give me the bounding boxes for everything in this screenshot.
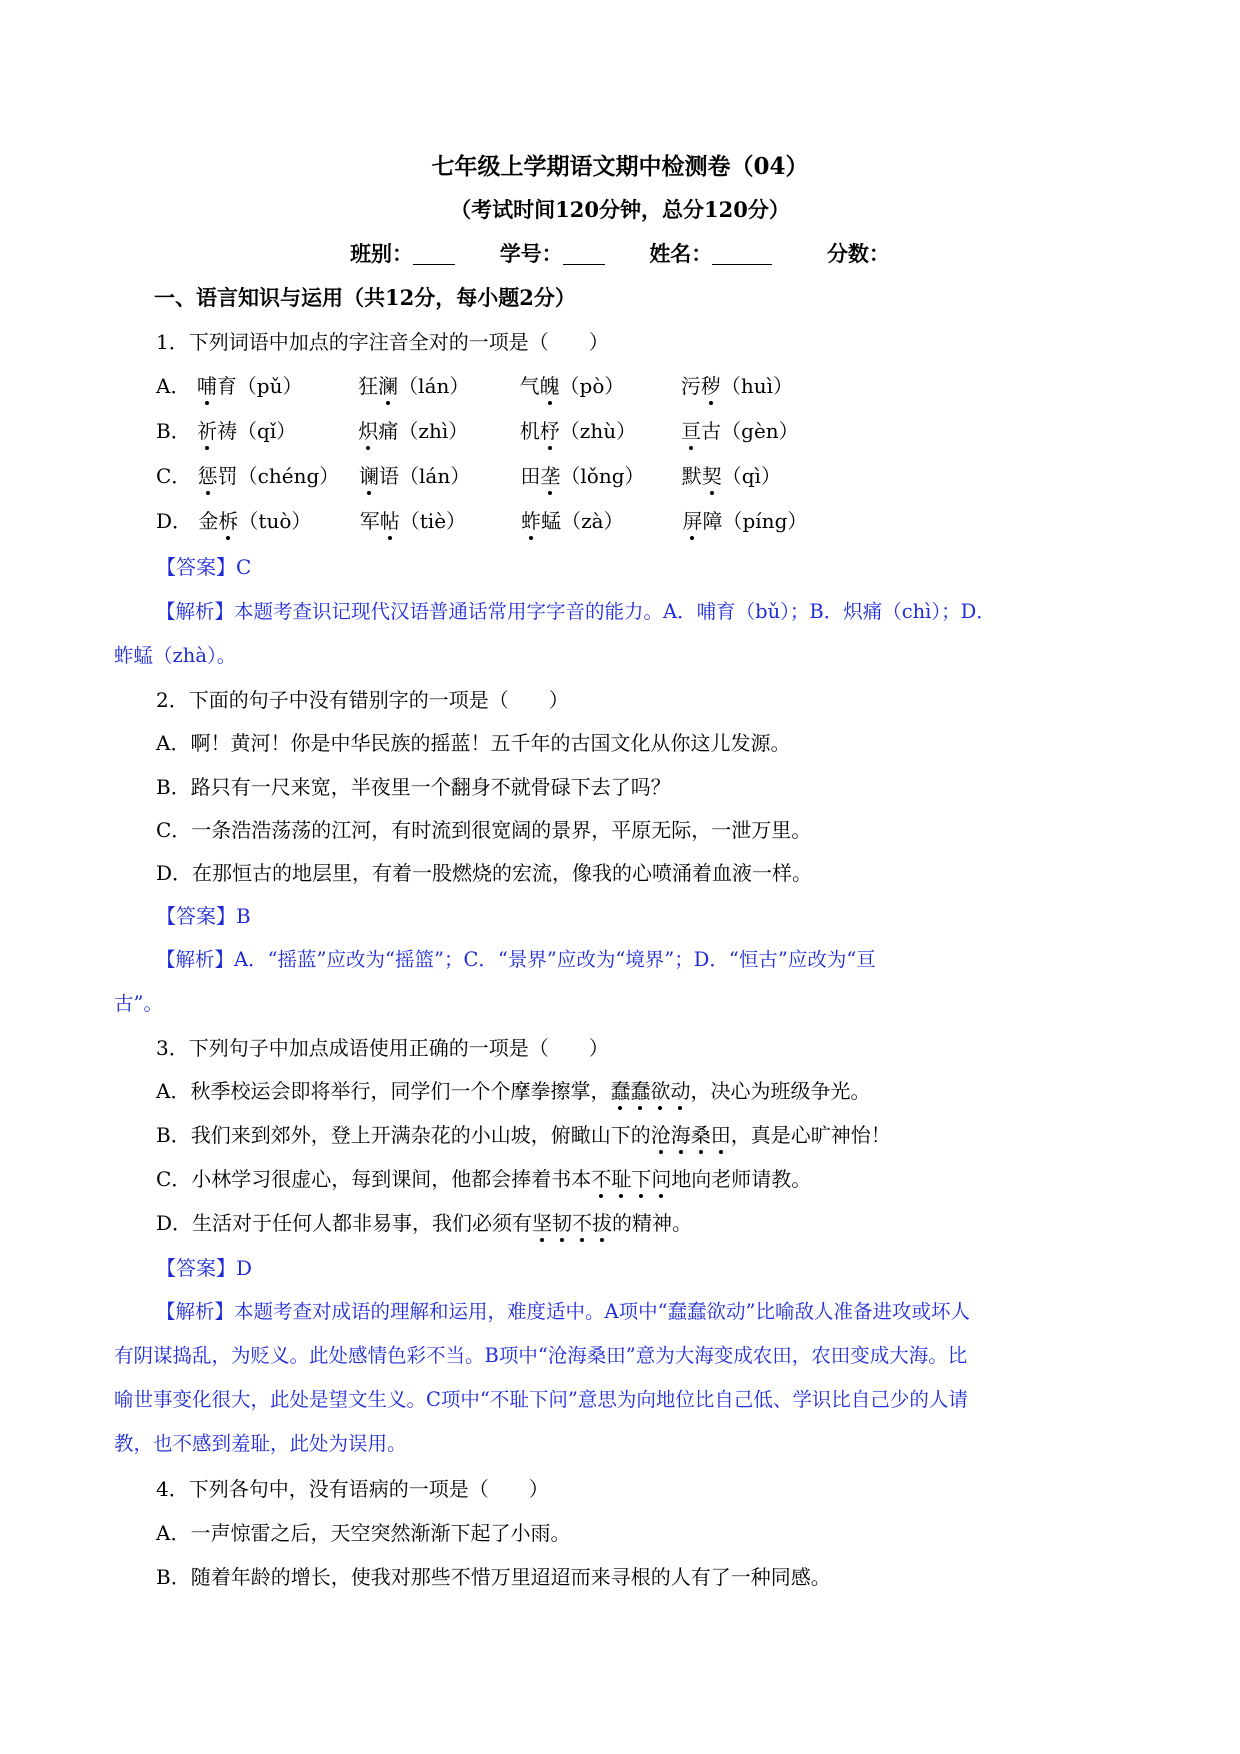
- q1-b-word-3: 机杼（zhù）: [519, 419, 637, 443]
- q1-answer: 【答案】C: [156, 555, 252, 579]
- q1-c-word-4: 默契（qì）: [681, 464, 781, 488]
- q2-answer: 【答案】B: [156, 904, 251, 928]
- q2-option-d: D．在那恒古的地层里，有着一股燃烧的宏流，像我的心喷涌着血液一样。: [156, 861, 813, 885]
- q1-c-word-2: 谰语（lán）: [359, 464, 471, 488]
- class-label: 班别：: [350, 241, 414, 266]
- q4-option-a: A．一声惊雷之后，天空突然渐渐下起了小雨。: [156, 1521, 571, 1545]
- q3-option-c: C．小林学习很虚心，每到课间，他都会捧着书本不耻下问地向老师请教。: [156, 1167, 812, 1191]
- q3-option-a: A．秋季校运会即将举行，同学们一个个摩拳擦掌，蠢蠢欲动，决心为班级争光。: [156, 1079, 871, 1103]
- question-2-stem: 2．下面的句子中没有错别字的一项是（ ）: [156, 688, 569, 712]
- id-blank: [563, 242, 605, 265]
- q1-d-word-2: 军帖（tiè）: [359, 509, 467, 533]
- q1-option-c: [156, 460, 837, 489]
- q1-a-word-2: 狂澜（lán）: [358, 374, 470, 398]
- q2-explanation-line: 【解析】A．“摇蓝”应改为“摇篮”；C．“景界”应改为“境界”；D．“恒古”应改为“亘: [156, 948, 876, 971]
- q3-option-b: B．我们来到郊外，登上开满杂花的小山坡，俯瞰山下的沧海桑田，真是心旷神怡！: [156, 1123, 891, 1147]
- q2-explanation-line: 古”。: [114, 992, 163, 1015]
- q1-explanation-line: 【解析】本题考查识记现代汉语普通话常用字字音的能力。A．哺育（bǔ）；B．炽痛（chì）；D．: [156, 600, 996, 623]
- option-label: D．: [156, 509, 193, 533]
- q1-b-word-4: 亘古（gèn）: [681, 419, 799, 443]
- name-label: 姓名：: [649, 241, 713, 266]
- q2-option-c: C．一条浩浩荡荡的江河，有时流到很宽阔的景界，平原无际，一泄万里。: [156, 818, 812, 842]
- question-3-stem: 3．下列句子中加点成语使用正确的一项是（ ）: [156, 1036, 609, 1060]
- q1-d-word-3: 蚱蜢（zà）: [521, 509, 624, 533]
- q3-explanation-line: 教，也不感到羞耻，此处为误用。: [114, 1432, 407, 1455]
- q1-option-d: [156, 505, 837, 534]
- q1-explanation-line: 蚱蜢（zhà）。: [114, 644, 237, 667]
- question-1-stem: 1．下列词语中加点的字注音全对的一项是（ ）: [156, 330, 609, 354]
- q1-c-word-3: 田垄（lǒng）: [520, 464, 645, 488]
- q3-explanation-line: 【解析】本题考查对成语的理解和运用，难度适中。A项中“蠢蠢欲动”比喻敌人准备进攻或坏人: [156, 1300, 971, 1323]
- q1-d-word-1: 金柝（tuò）: [198, 509, 312, 533]
- q3-explanation-line: 喻世事变化很大，此处是望文生义。C项中“不耻下问”意思为向地位比自己低、学识比自己少的人请: [114, 1388, 968, 1411]
- question-4-stem: 4．下列各句中，没有语病的一项是（ ）: [156, 1477, 549, 1501]
- option-label: B．: [156, 419, 191, 443]
- q1-b-word-1: 祈祷（qǐ）: [197, 419, 297, 443]
- page-title: 七年级上学期语文期中检测卷（04）: [431, 153, 809, 180]
- q1-b-word-2: 炽痛（zhì）: [358, 419, 469, 443]
- q1-option-a: [156, 370, 836, 399]
- q1-c-word-1: 惩罚（chéng）: [197, 464, 340, 488]
- q1-a-word-4: 污秽（huì）: [680, 374, 794, 398]
- id-label: 学号：: [499, 241, 563, 266]
- class-blank: [413, 242, 455, 265]
- q3-option-d: D．生活对于任何人都非易事，我们必须有坚韧不拔的精神。: [156, 1211, 693, 1235]
- q1-a-word-3: 气魄（pò）: [519, 374, 625, 398]
- student-info-row: [0, 238, 1240, 268]
- exam-subtitle: （考试时间120分钟，总分120分）: [450, 197, 790, 222]
- q3-answer: 【答案】D: [156, 1256, 253, 1280]
- q1-option-b: [156, 415, 836, 444]
- name-blank: [712, 242, 772, 265]
- q1-a-word-1: 哺育（pǔ）: [196, 374, 303, 398]
- q1-d-word-4: 屏障（píng）: [682, 509, 808, 533]
- option-label: A．: [156, 374, 191, 398]
- score-label: 分数：: [826, 241, 890, 266]
- q4-option-b: B．随着年龄的增长，使我对那些不惜万里迢迢而来寻根的人有了一种同感。: [156, 1565, 831, 1589]
- q2-option-b: B．路只有一尺来宽，半夜里一个翻身不就骨碌下去了吗？: [156, 775, 671, 799]
- section-heading: 一、语言知识与运用（共12分，每小题2分）: [154, 285, 576, 310]
- option-label: C．: [156, 464, 192, 488]
- q2-option-a: A．啊！黄河！你是中华民族的摇蓝！五千年的古国文化从你这儿发源。: [156, 731, 791, 755]
- q3-explanation-line: 有阴谋捣乱，为贬义。此处感情色彩不当。B项中“沧海桑田”意为大海变成农田，农田变成大海。比: [114, 1344, 968, 1367]
